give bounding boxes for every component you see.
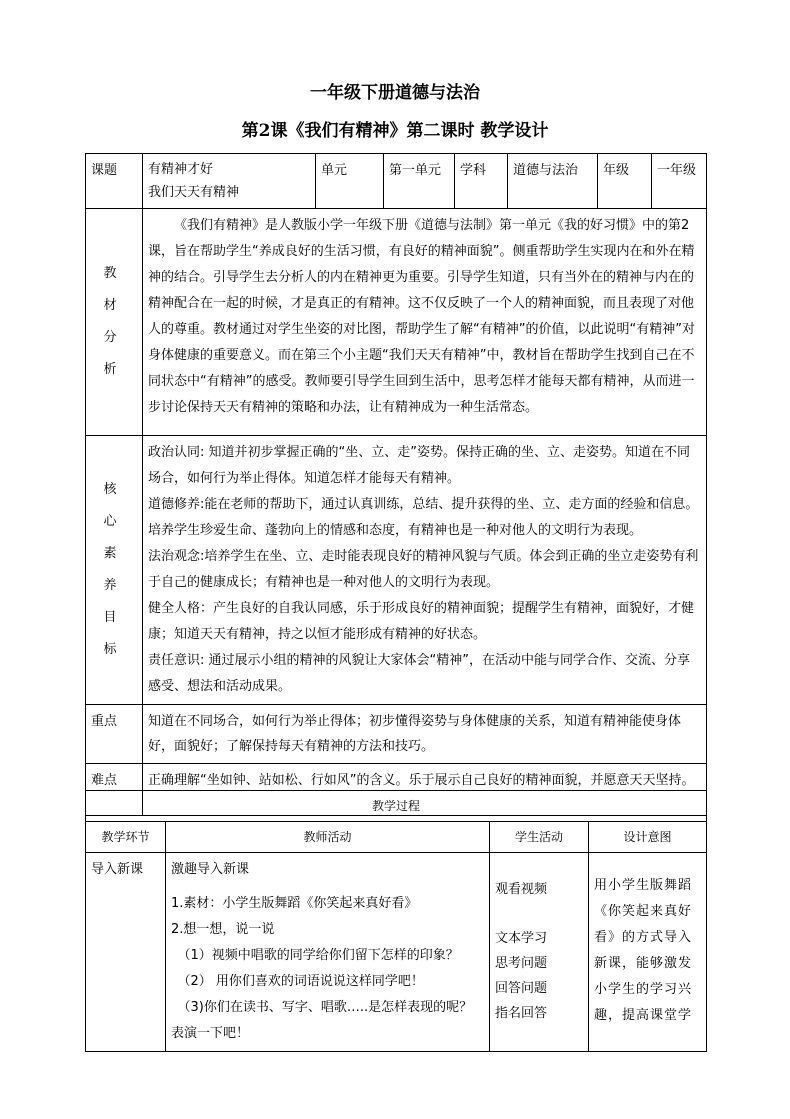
core-label-line-3: 目 标 xyxy=(103,610,125,657)
topic-value-line-1: 有精神才好 xyxy=(148,162,214,177)
student-activity xyxy=(490,853,589,1052)
core-goal-item: 政治认同: 知道并初步掌握正确的“坐、立、走”姿势。保持正确的坐、立、走姿势。知道在不同场合，如何行为举止得体。知道怎样才能每天有精神。 xyxy=(148,445,690,486)
teacher-line: 2.想一想，说一说 xyxy=(171,922,275,937)
analysis-label-line-1: 教 材 xyxy=(103,266,125,313)
core-goal-item: 法治观念:培养学生在坐、立、走时能表现良好的精神风貌与气质。体会到正确的坐立走姿势有利于自己的健康成长；有精神也是一种对他人的文明行为表现。 xyxy=(148,549,699,590)
design-intent xyxy=(589,853,707,1052)
student-line: 回答问题 xyxy=(495,981,548,996)
subject-label: 学科 xyxy=(455,154,508,209)
design-intent-text: 用小学生版舞蹈《你笑起来真好看》的方式导入新课，能够激发小学生的学习兴趣，提高课堂学 xyxy=(594,878,693,1023)
subject-value: 道德与法治 xyxy=(508,154,598,209)
core-label xyxy=(86,436,143,705)
teacher-line: 1.素材：小学生版舞蹈《你笑起来真好看》 xyxy=(171,896,418,911)
core-goal-item: 责任意识: 通过展示小组的精神的风貌让大家体会“精神”，在活动中能与同学合作、交流、分享感受、想法和活动成果。 xyxy=(148,653,690,694)
topic-value xyxy=(143,154,316,209)
student-line: 思考问题 xyxy=(495,956,548,971)
teaching-process-table xyxy=(85,790,707,1052)
topic-label: 课题 xyxy=(86,154,143,209)
col-teacher-header: 教师活动 xyxy=(166,822,490,853)
teacher-activity xyxy=(166,853,490,1052)
col-stage-header: 教学环节 xyxy=(86,822,166,853)
analysis-text: 《我们有精神》是人教版小学一年级下册《道德与法制》第一单元《我的好习惯》中的第2课，旨在帮助学生“养成良好的生活习惯，有良好的精神面貌”。侧重帮助学生实现内在和外在精神的结合。引导学生去分析人的内在精神更为重要。引导学生知道，只有当外在的精神与内在的精神配合在一起的时候，才是真正的有精神。这不仅反映了一个人的精神面貌，而且表现了对他人的尊重。教材通过对学生坐姿的对比图，帮助学生了解“有精神”的价值，以此说明“有精神”对身体健康的重要意义。而在第三个小主题“我们天天有精神”中，教材旨在帮助学生找到自己在不同状态中“有精神”的感受。教师要引导学生回到生活中，思考怎样才能每天都有精神，从而进一步讨论保持天天有精神的策略和办法，让有精神成为一种生活常态。 xyxy=(143,209,707,436)
col-intent-header: 设计意图 xyxy=(589,822,707,853)
core-label-line-2: 素 养 xyxy=(103,546,125,593)
lesson-title: 第2课《我们有精神》第二课时 教学设计 xyxy=(241,121,549,141)
unit-label: 单元 xyxy=(316,154,384,209)
stage-cell: 导入新课 xyxy=(86,853,166,1052)
difficulty-label: 难点 xyxy=(86,764,143,816)
grade-label: 年级 xyxy=(598,154,652,209)
core-goal-item: 道德修养:能在老师的帮助下，通过认真训练，总结、提升获得的坐、立、走方面的经验和信息。培养学生珍爱生命、蓬勃向上的情感和态度，有精神也是一种对他人的文明行为表现。 xyxy=(148,497,699,538)
core-goals xyxy=(143,436,707,705)
lesson-info-table xyxy=(85,153,707,816)
analysis-label xyxy=(86,209,143,436)
student-line: 指名回答 xyxy=(495,1006,548,1021)
col-student-header: 学生活动 xyxy=(490,822,589,853)
analysis-label-line-2: 分 析 xyxy=(103,330,125,377)
teacher-line: （1）视频中唱歌的同学给你们留下怎样的印象？ xyxy=(177,948,459,963)
unit-value: 第一单元 xyxy=(384,154,455,209)
student-line: 文本学习 xyxy=(495,931,548,946)
key-point-text: 知道在不同场合，如何行为举止得体；初步懂得姿势与身体健康的关系，知道有精神能使身体好，面貌好；了解保持每天有精神的方法和技巧。 xyxy=(143,705,707,764)
topic-value-line-2: 我们天天有精神 xyxy=(148,185,240,200)
grade-value: 一年级 xyxy=(652,154,707,209)
core-goal-item: 健全人格：产生良好的自我认同感，乐于形成良好的精神面貌；提醒学生有精神，面貌好，才健康；知道天天有精神，持之以恒才能形成有精神的好状态。 xyxy=(148,601,695,642)
key-point-label: 重点 xyxy=(86,705,143,764)
student-line: 观看视频 xyxy=(495,882,548,897)
difficulty-text: 正确理解“坐如钟、站如松、行如风”的含义。乐于展示自己良好的精神面貌，并愿意天天坚持。 xyxy=(143,764,707,816)
teacher-line: 激趣导入新课 xyxy=(171,862,250,877)
core-label-line-1: 核 心 xyxy=(103,482,125,529)
teacher-line: （3)你们在读书、写字、唱歌…..是怎样表现的呢？表演一下吧！ xyxy=(171,1000,473,1041)
teacher-line: （2） 用你们喜欢的词语说说这样同学吧！ xyxy=(177,974,424,989)
process-title: 教学过程 xyxy=(86,791,707,822)
document-title: 一年级下册道德与法治 xyxy=(310,83,480,103)
